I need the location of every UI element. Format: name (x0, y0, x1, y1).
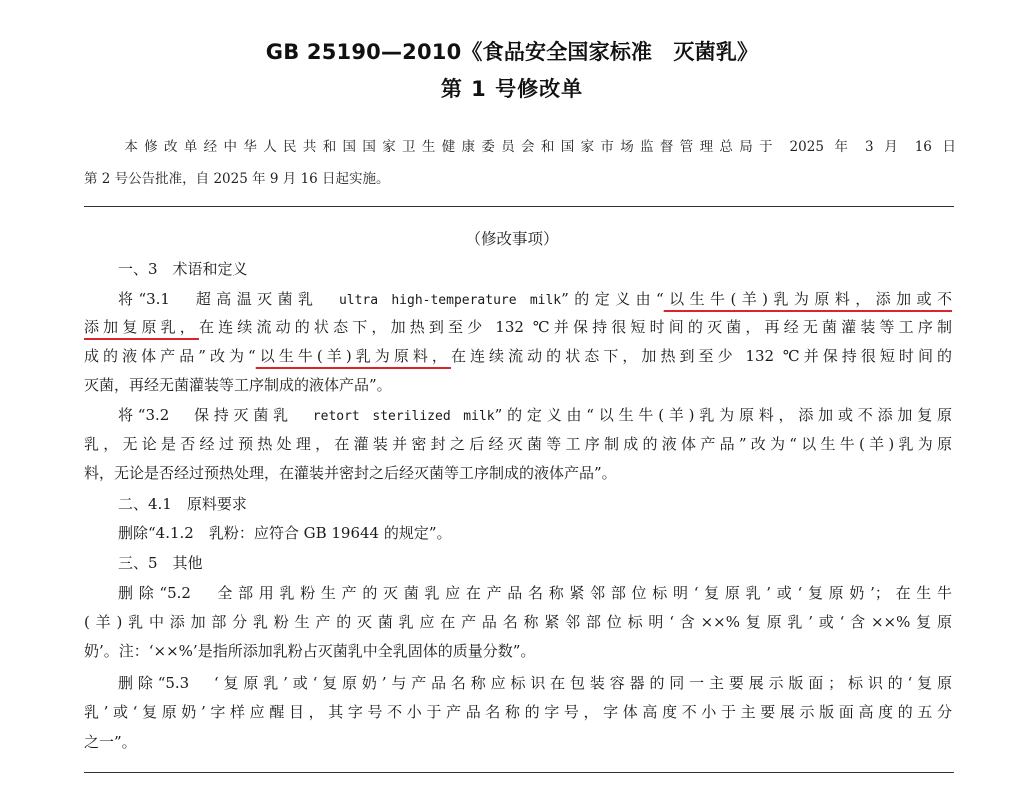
para-4-1-2: 删除“4.1.2 乳粉：应符合 GB 19644 的规定”。 (118, 524, 452, 542)
para-5-3-line-2: 乳’或‘复原奶’字样应醒目，其字号不小于产品名称的字号，字体高度不小于主要展示版面高度的五分 (84, 703, 952, 721)
para-5-3-line-1: 删除“5.3 ‘复原乳’或‘复原奶’与产品名称应标识在包装容器的同一主要展示版面；标识的‘复原 (118, 674, 952, 692)
para-5-2-line-3: 奶’。注：‘××%’是指所添加乳粉占灭菌乳中全乳固体的质量分数”。 (84, 642, 536, 660)
heading-other: 三、5 其他 (118, 554, 203, 572)
heading-terms: 一、3 术语和定义 (118, 260, 248, 278)
para-3-1-line-1: 将“3.1 超高温灭菌乳 ultra high-temperature milk”的定义由“以生牛(羊)乳为原料，添加或不 (118, 290, 952, 308)
highlight-underline: 以生牛(羊)乳为原料，添加或不 (663, 290, 952, 308)
top-divider (84, 206, 954, 207)
para-3-2-line-1: 将“3.2 保持灭菌乳 retort sterilized milk”的定义由“以生牛(羊)乳为原料，添加或不添加复原 (118, 406, 953, 424)
intro-line-1: 本修改单经中华人民共和国国家卫生健康委员会和国家市场监督管理总局于 2025 年 3 月 16 日 (118, 139, 956, 155)
document-title: GB 25190—2010《食品安全国家标准 灭菌乳》 (265, 40, 759, 64)
intro-line-2: 第 2 号公告批准，自 2025 年 9 月 16 日起实施。 (84, 171, 390, 187)
document-subtitle: 第 1 号修改单 (440, 77, 584, 101)
para-3-2-line-2: 乳，无论是否经过预热处理，在灌装并密封之后经灭菌等工序制成的液体产品”改为“以生牛(羊)乳为原 (84, 435, 952, 453)
bottom-divider (84, 772, 954, 773)
para-3-1-line-4: 灭菌，再经无菌灌装等工序制成的液体产品”。 (84, 376, 392, 394)
para-3-2-line-3: 料，无论是否经过预热处理，在灌装并密封之后经灭菌等工序制成的液体产品”。 (84, 464, 617, 482)
section-heading: （修改事项） (465, 230, 559, 248)
highlight-underline: 以生牛(羊)乳为原料， (255, 347, 451, 365)
para-5-3-line-3: 之一”。 (84, 733, 137, 751)
heading-raw-materials: 二、4.1 原料要求 (118, 495, 247, 513)
para-3-1-line-3: 成的液体产品”改为“以生牛(羊)乳为原料，在连续流动的状态下，加热到至少 132 ℃并保持很短时间的 (84, 347, 952, 365)
para-5-2-line-2: (羊)乳中添加部分乳粉生产的灭菌乳应在产品名称紧邻部位标明‘含××%复原乳’或‘含××%复原 (84, 613, 952, 631)
para-3-1-line-2: 添加复原乳，在连续流动的状态下，加热到至少 132 ℃并保持很短时间的灭菌，再经无菌灌装等工序制 (84, 318, 952, 336)
para-5-2-line-1: 删除“5.2 全部用乳粉生产的灭菌乳应在产品名称紧邻部位标明‘复原乳’或‘复原奶’；在生牛 (118, 584, 952, 602)
highlight-underline: 添加复原乳， (84, 318, 199, 336)
